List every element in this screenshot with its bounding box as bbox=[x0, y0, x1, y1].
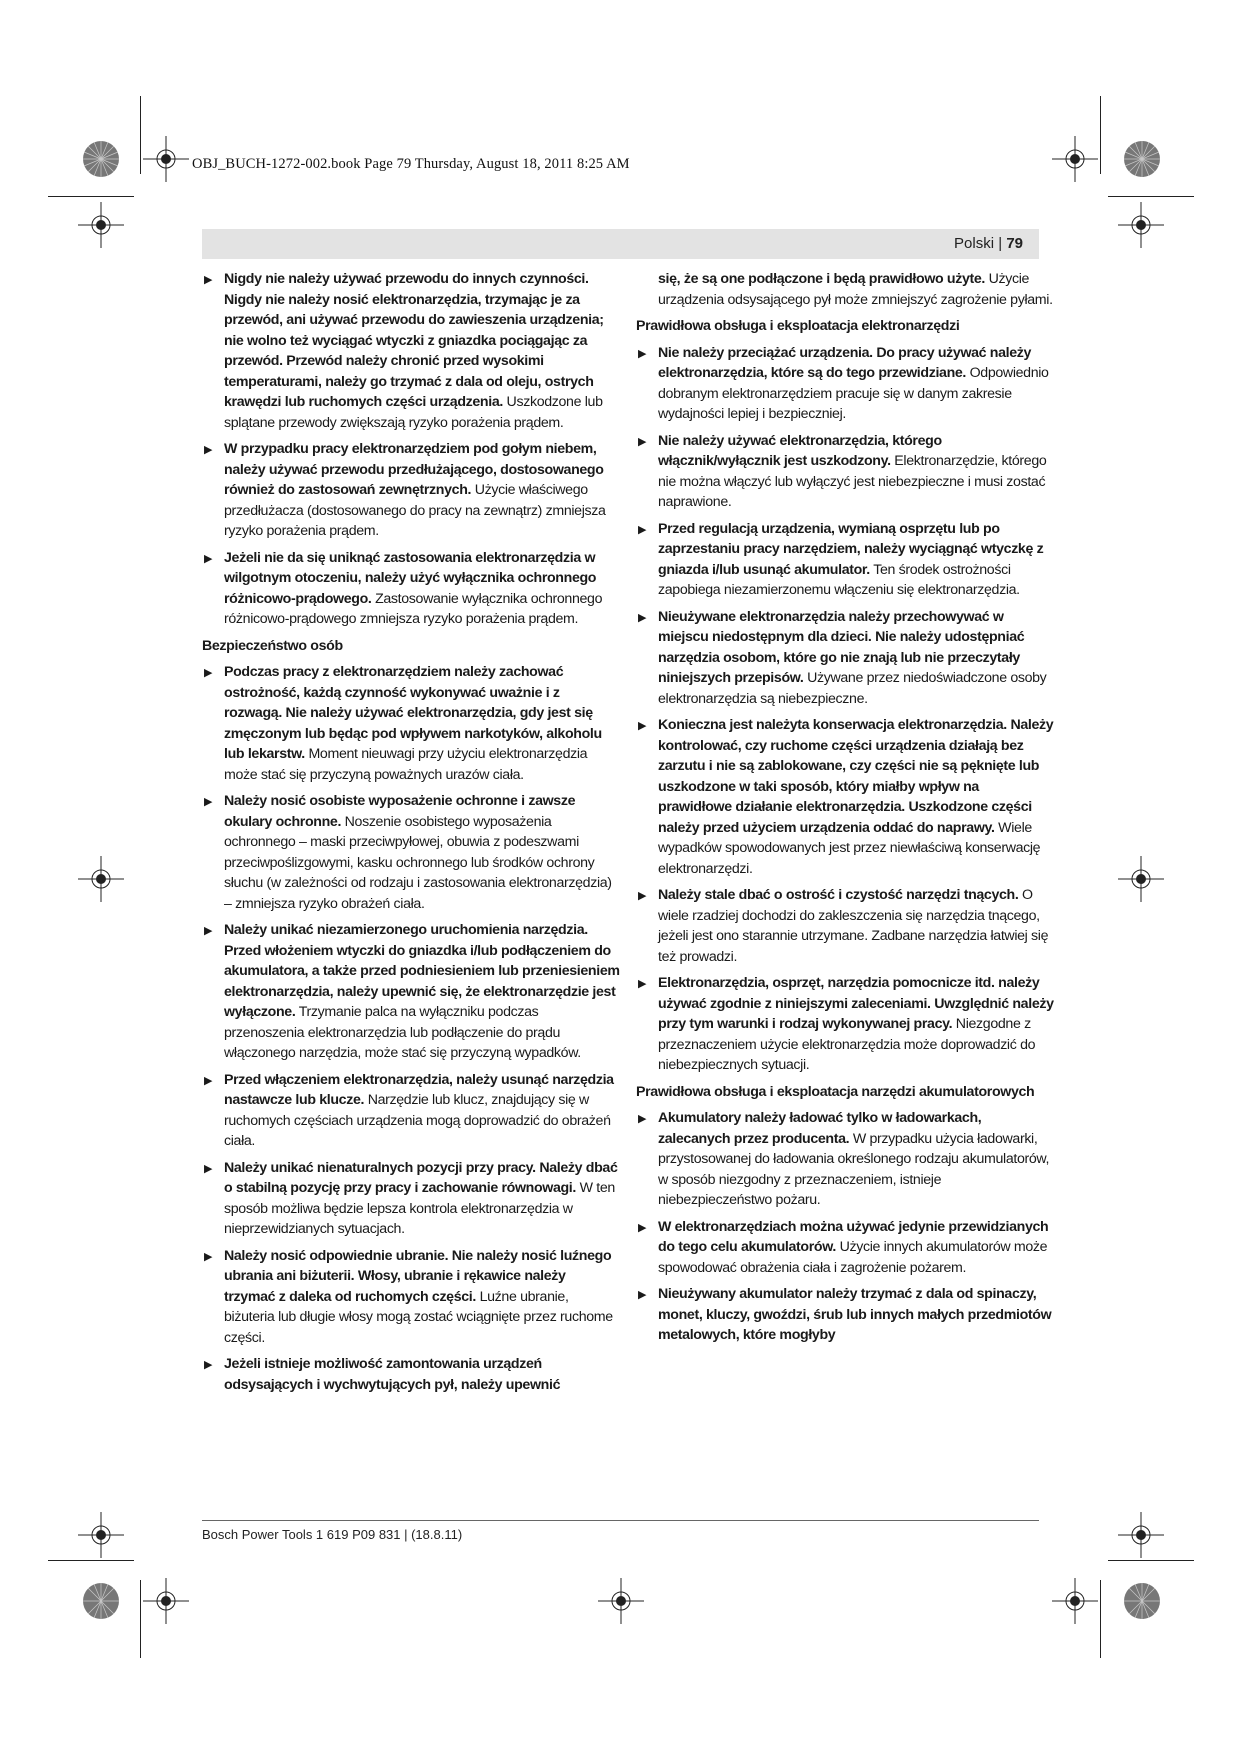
item-bold: Przed włączeniem elektronarzędzia, należy usunąć narzędzia nastawcze lub klucze. bbox=[224, 1071, 614, 1108]
item-bold: Jeżeli istnieje możliwość zamontowania urządzeń odsysających i wychwytujących pył, należy upewnić bbox=[224, 1356, 561, 1393]
section-title: Prawidłowa obsługa i eksploatacja narzędzi akumulatorowych bbox=[636, 1083, 1035, 1100]
list-item bbox=[202, 1246, 620, 1349]
bullet-arrow-icon: ▶ bbox=[638, 978, 647, 990]
item-bold: Nie należy używać elektronarzędzia, którego włącznik/wyłącznik jest uszkodzony. bbox=[658, 432, 942, 469]
bullet-arrow-icon: ▶ bbox=[204, 925, 213, 937]
item-bold: się, że są one podłączone i będą prawidłowo użyte. bbox=[658, 271, 986, 287]
item-bold: Nigdy nie należy używać przewodu do innych czynności. Nigdy nie należy nosić elektronarzędzia, trzymając je za przewód, ani używać przewodu do zawieszenia urządzenia; nie wolno też wyciągać wtyczki z gniazdka pociągając za przewód. Przewód należy chronić przed wysokimi temperaturami, należy go trzymać z dala od oleju, ostrych krawędzi lub ruchomych części urządzenia. bbox=[224, 271, 604, 410]
list-item bbox=[636, 607, 1056, 710]
crop-line bbox=[1100, 1580, 1101, 1658]
registration-ring-bottom-right bbox=[1123, 1582, 1161, 1620]
bullet-arrow-icon: ▶ bbox=[638, 1113, 647, 1125]
crop-line bbox=[48, 1560, 134, 1561]
item-bold: Należy nosić odpowiednie ubranie. Nie należy nosić luźnego ubrania ani biżuterii. Włosy, ubranie i rękawice należy trzymać z daleka od ruchomych części. bbox=[224, 1247, 612, 1305]
registration-ring-top-left bbox=[82, 140, 120, 178]
list-item bbox=[636, 431, 1056, 513]
left-column bbox=[202, 269, 620, 1401]
list-item bbox=[202, 1354, 620, 1395]
bullet-arrow-icon: ▶ bbox=[204, 1250, 213, 1263]
section-title: Prawidłowa obsługa i eksploatacja elektronarzędzi bbox=[636, 318, 960, 334]
crosshair-lower-right bbox=[1118, 1512, 1164, 1558]
bullet-arrow-icon: ▶ bbox=[204, 796, 213, 808]
crop-line bbox=[48, 196, 134, 197]
bullet-arrow-icon: ▶ bbox=[638, 435, 647, 448]
bullet-arrow-icon: ▶ bbox=[638, 523, 647, 536]
item-text: Noszenie osobistego wyposażenia ochronnego – maski przeciwpyłowej, obuwia z podeszwami przeciwpoślizgowymi, kasku ochronnego lub środków ochrony słuchu (w zależności od rodzaju i zastosowania elektronarzędzia) – zmniejsza ryzyko obrażeń ciała. bbox=[224, 813, 612, 912]
item-bold: Nieużywany akumulator należy trzymać z dala od spinaczy, monet, kluczy, gwoździ, śrub lub innych małych przedmiotów metalowych, które mogłyby bbox=[658, 1286, 1052, 1343]
section-title: Bezpieczeństwo osób bbox=[202, 637, 343, 654]
crosshair-lower-left bbox=[78, 1512, 124, 1558]
item-bold: Podczas pracy z elektronarzędziem należy zachować ostrożność, każdą czynność wykonywać uważnie i z rozwagą. Nie należy używać elektronarzędzia, gdy jest się zmęczonym lub będąc pod wpływem narkotyków, alkoholu lub lekarstw. bbox=[224, 664, 602, 762]
item-text: Elektronarzędzie, którego nie można włączyć lub wyłączyć jest niebezpieczne i musi zostać naprawione. bbox=[658, 453, 1047, 510]
list-item bbox=[636, 715, 1056, 879]
crosshair-bottom-left bbox=[143, 1578, 189, 1624]
list-item bbox=[202, 1158, 620, 1240]
crop-line bbox=[140, 96, 141, 174]
crosshair-mid-right bbox=[1118, 856, 1164, 902]
language-label: Polski bbox=[954, 235, 995, 252]
bullet-arrow-icon: ▶ bbox=[204, 444, 213, 456]
list-item bbox=[202, 439, 620, 542]
item-text: Wiele wypadków spowodowanych jest przez niewłaściwą konserwację elektronarzędzi. bbox=[658, 819, 1041, 877]
list-item bbox=[636, 973, 1056, 1076]
right-column bbox=[636, 269, 1056, 1352]
item-text: Niezgodne z przeznaczeniem użycie elektronarzędzia może doprowadzić do niebezpiecznych sytuacji. bbox=[658, 1016, 1036, 1073]
crosshair-bottom-right bbox=[1052, 1578, 1098, 1624]
item-bold: W przypadku pracy elektronarzędziem pod gołym niebem, należy używać przewodu przedłużającego, dostosowanego również do zastosowań zewnętrznych. bbox=[224, 441, 604, 498]
bullet-arrow-icon: ▶ bbox=[638, 1221, 647, 1234]
item-bold: Jeżeli nie da się uniknąć zastosowania elektronarzędzia w wilgotnym otoczeniu, należy użyć wyłącznika ochronnego różnicowo-prądowego. bbox=[224, 549, 597, 607]
item-text: W ten sposób możliwa będzie lepsza kontrola elektronarzędzia w nieprzewidzianych sytuacjach. bbox=[224, 1180, 615, 1237]
crosshair-upper-left bbox=[78, 202, 124, 248]
item-bold: W elektronarzędziach można używać jedynie przewidzianych do tego celu akumulatorów. bbox=[658, 1218, 1049, 1255]
crop-line bbox=[1108, 196, 1194, 197]
registration-ring-bottom-left bbox=[82, 1582, 120, 1620]
list-item bbox=[636, 1108, 1056, 1211]
registration-ring-top-right bbox=[1123, 140, 1161, 178]
item-bold: Konieczna jest należyta konserwacja elektronarzędzia. Należy kontrolować, czy ruchome części urządzenia działają bez zarzutu i nie są zablokowane, czy części nie są pęknięte lub uszkodzone w taki sposób, który miałby wpływ na prawidłowe działanie elektronarzędzia. Uszkodzone części należy przed użyciem urządzenia oddać do naprawy. bbox=[658, 717, 1054, 836]
list-item bbox=[636, 1284, 1056, 1346]
page-number: 79 bbox=[1006, 235, 1023, 252]
bullet-arrow-icon: ▶ bbox=[638, 611, 647, 624]
item-bold: Nieużywane elektronarzędzia należy przechowywać w miejscu niedostępnym dla dzieci. Nie należy udostępniać narzędzia osobom, które go nie znają lub nie przeczytały niniejszych przepisów. bbox=[658, 608, 1025, 686]
list-item bbox=[636, 519, 1056, 601]
print-slug: OBJ_BUCH-1272-002.book Page 79 Thursday, August 18, 2011 8:25 AM bbox=[192, 156, 630, 172]
page-title bbox=[954, 235, 1023, 252]
item-text: Trzymanie palca na wyłączniku podczas przenoszenia elektronarzędzia lub podłączenie do prądu włączonego narzędzia, może stać się przyczyną wypadków. bbox=[224, 1004, 581, 1061]
bullet-arrow-icon: ▶ bbox=[638, 1289, 647, 1301]
bullet-arrow-icon: ▶ bbox=[204, 667, 213, 679]
list-item bbox=[202, 920, 620, 1064]
item-text: Zastosowanie wyłącznika ochronnego różnicowo-prądowego zmniejsza ryzyko porażenia prądem. bbox=[224, 590, 603, 627]
item-bold: Należy stale dbać o ostrość i czystość narzędzi tnących. bbox=[658, 887, 1019, 903]
crosshair-top-left bbox=[143, 136, 189, 182]
list-item bbox=[636, 885, 1056, 967]
bullet-arrow-icon: ▶ bbox=[638, 890, 647, 902]
item-text: Luźne ubranie, biżuteria lub długie włosy mogą zostać wciągnięte przez ruchome części. bbox=[224, 1288, 613, 1346]
bullet-arrow-icon: ▶ bbox=[204, 1162, 213, 1175]
item-bold: Akumulatory należy ładować tylko w ładowarkach, zalecanych przez producenta. bbox=[658, 1110, 982, 1147]
crop-line bbox=[1108, 1560, 1194, 1561]
page-header bbox=[202, 229, 1039, 259]
item-text: Narzędzie lub klucz, znajdujący się w ruchomych częściach urządzenia mogą doprowadzić do obrażeń ciała. bbox=[224, 1092, 611, 1149]
footer-text: Bosch Power Tools 1 619 P09 831 | (18.8.11) bbox=[202, 1527, 463, 1542]
list-item bbox=[202, 1070, 620, 1152]
item-text: Użycie właściwego przedłużacza (dostosowanego do pracy na zewnątrz) zmniejsza ryzyko porażenia prądem. bbox=[224, 482, 606, 539]
item-text: Użycie innych akumulatorów może spowodować obrażenia ciała i zagrożenie pożarem. bbox=[658, 1239, 1048, 1276]
item-text: Ten środek ostrożności zapobiega niezamierzonemu włączeniu się elektronarzędzia. bbox=[658, 561, 1020, 598]
list-item bbox=[202, 791, 620, 914]
header-separator: | bbox=[998, 235, 1003, 252]
bullet-arrow-icon: ▶ bbox=[204, 1074, 213, 1087]
list-item-continuation bbox=[636, 269, 1056, 310]
crosshair-upper-right bbox=[1118, 202, 1164, 248]
crosshair-bottom-center bbox=[598, 1578, 644, 1624]
item-bold: Przed regulacją urządzenia, wymianą osprzętu lub po zaprzestaniu pracy narzędziem, należy wyciągnąć wtyczkę z gniazda i/lub usunąć akumulator. bbox=[658, 520, 1044, 578]
item-text: Użycie urządzenia odsysającego pył może zmniejszyć zagrożenie pyłami. bbox=[658, 271, 1053, 308]
list-item bbox=[202, 269, 620, 433]
bullet-arrow-icon: ▶ bbox=[204, 1359, 213, 1371]
page-footer bbox=[202, 1520, 1039, 1542]
crosshair-top-right bbox=[1052, 136, 1098, 182]
crop-line bbox=[1100, 96, 1101, 174]
bullet-arrow-icon: ▶ bbox=[638, 347, 647, 360]
bullet-arrow-icon: ▶ bbox=[204, 552, 213, 565]
item-bold: Należy unikać nienaturalnych pozycji przy pracy. Należy dbać o stabilną pozycję przy pracy i zachowanie równowagi. bbox=[224, 1159, 618, 1196]
crosshair-mid-left bbox=[78, 856, 124, 902]
item-bold: Nie należy przeciążać urządzenia. Do pracy używać należy elektronarzędzia, które są do tego przewidziane. bbox=[658, 344, 1032, 381]
item-text: O wiele rzadziej dochodzi do zakleszczenia się narzędzia tnącego, jeżeli jest ono starannie utrzymane. Zadbane narzędzia łatwiej się też prowadzi. bbox=[658, 887, 1049, 965]
item-text: Uszkodzone lub splątane przewody zwiększają ryzyko porażenia prądem. bbox=[224, 394, 603, 431]
item-bold: Należy unikać niezamierzonego uruchomienia narzędzia. Przed włożeniem wtyczki do gniazdka i/lub podłączeniem do akumulatora, a także przed podniesieniem lub przeniesieniem elektronarzędzia, należy upewnić się, że elektronarzędzie jest wyłączone. bbox=[224, 922, 620, 1020]
item-bold: Należy nosić osobiste wyposażenie ochronne i zawsze okulary ochronne. bbox=[224, 793, 576, 830]
item-text: Moment nieuwagi przy użyciu elektronarzędzia może stać się przyczyną poważnych urazów ciała. bbox=[224, 746, 588, 783]
list-item bbox=[202, 548, 620, 630]
bullet-arrow-icon: ▶ bbox=[204, 274, 213, 286]
item-text: Używane przez niedoświadczone osoby elektronarzędzia są niebezpieczne. bbox=[658, 670, 1047, 707]
list-item bbox=[636, 1217, 1056, 1279]
item-text: Odpowiednio dobranym elektronarzędziem pracuje się w danym zakresie wydajności lepiej i bezpieczniej. bbox=[658, 365, 1049, 422]
crop-line bbox=[140, 1580, 141, 1658]
item-text: W przypadku użycia ładowarki, przystosowanej do ładowania określonego rodzaju akumulatorów, w sposób niezgodny z przeznaczeniem, istnieje niebezpieczeństwo pożaru. bbox=[658, 1130, 1050, 1208]
list-item bbox=[636, 343, 1056, 425]
bullet-arrow-icon: ▶ bbox=[638, 720, 647, 732]
list-item bbox=[202, 662, 620, 785]
item-bold: Elektronarzędzia, osprzęt, narzędzia pomocnicze itd. należy używać zgodnie z niniejszymi zaleceniami. Uwzględnić należy przy tym warunki i rodzaj wykonywanej pracy. bbox=[658, 975, 1054, 1032]
